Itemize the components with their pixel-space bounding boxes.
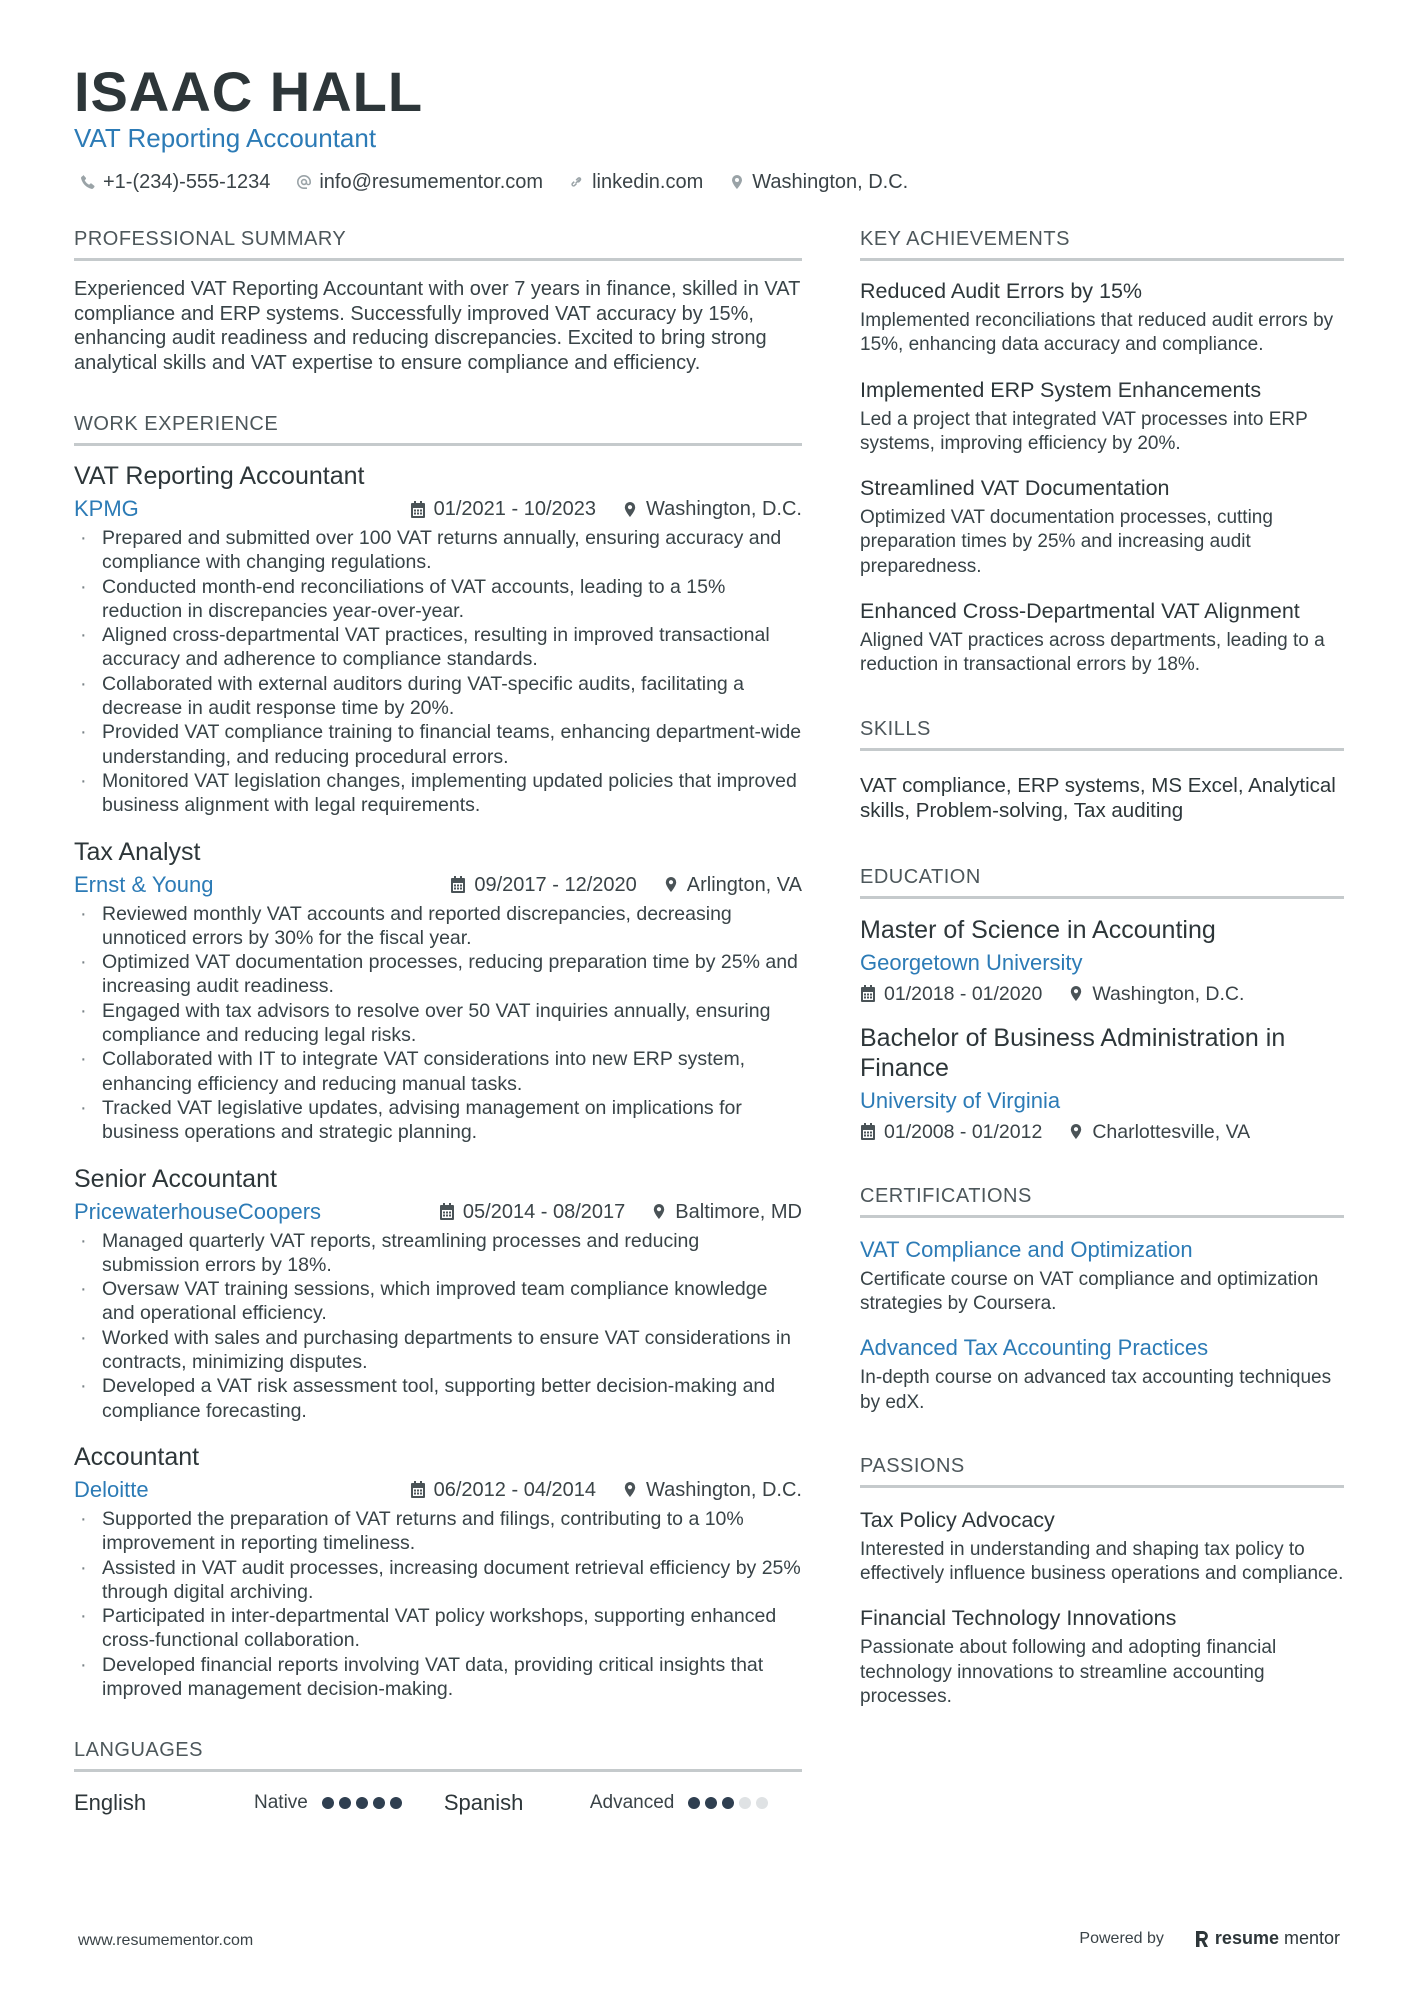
- summary-heading: PROFESSIONAL SUMMARY: [74, 226, 802, 261]
- rating-dot: [722, 1797, 734, 1809]
- calendar-icon: [450, 876, 466, 893]
- passion-desc: Passionate about following and adopting financial technology innovations to streamline accounting processes.: [860, 1637, 1277, 1708]
- passion-item: [860, 1604, 1344, 1709]
- job-dates-text: 06/2012 - 04/2014: [433, 1478, 596, 1501]
- job-bullets: [74, 1229, 802, 1423]
- job-title: Accountant: [74, 1442, 200, 1471]
- education-item: [860, 1023, 1344, 1145]
- job-bullet: · Oversaw VAT training sessions, which improved team compliance knowledge and operational efficiency.: [74, 1277, 802, 1326]
- education-dates-text: 01/2018 - 01/2020: [884, 982, 1043, 1005]
- location-pin-icon: [1068, 1123, 1084, 1140]
- job-location: [663, 870, 802, 900]
- calendar-icon: [860, 985, 876, 1002]
- job-bullet: · Assisted in VAT audit processes, increasing document retrieval efficiency by 25% through digital archiving.: [74, 1556, 802, 1605]
- job-bullet: · Collaborated with external auditors during VAT-specific audits, facilitating a decrease in audit response time by 20%.: [74, 672, 802, 721]
- job-bullet: · Supported the preparation of VAT returns and filings, contributing to a 10% improvement in reporting timeliness.: [74, 1507, 802, 1556]
- job-meta: [74, 1475, 802, 1505]
- job-bullets: [74, 902, 802, 1145]
- location-pin-icon: [651, 1203, 667, 1220]
- achievement-item: [860, 376, 1344, 457]
- summary-text: Experienced VAT Reporting Accountant with over 7 years in finance, skilled in VAT compliance and ERP systems. Successfully improved VAT accuracy by 15%, enhancing audit readiness and reducing discrepancies. Excited to bring strong analytical skills and VAT expertise to ensure compliance and efficiency.: [74, 278, 800, 374]
- company-name: Ernst & Young: [74, 871, 214, 897]
- skills-section: [860, 716, 1344, 824]
- education-dates-text: 01/2008 - 01/2012: [884, 1120, 1043, 1143]
- job-location-text: Washington, D.C.: [646, 498, 802, 520]
- right-column: [860, 226, 1344, 1709]
- education-location-text: Washington, D.C.: [1092, 982, 1245, 1005]
- skills-text: VAT compliance, ERP systems, MS Excel, Analytical skills, Problem-solving, Tax auditing: [860, 773, 1336, 823]
- rating-dot: [339, 1797, 351, 1809]
- job-dates-text: 01/2021 - 10/2023: [433, 498, 596, 520]
- education-degree: Master of Science in Accounting: [860, 915, 1216, 944]
- left-column: [74, 226, 802, 1818]
- brand-bold: resume: [1214, 1928, 1279, 1948]
- job-entry: [74, 1441, 802, 1701]
- calendar-icon: [410, 501, 426, 518]
- job-bullet: · Participated in inter-departmental VAT policy workshops, supporting enhanced cross-functional collaboration.: [74, 1604, 802, 1653]
- phone-text: +1-(234)-555-1234: [103, 171, 271, 193]
- passion-title: Tax Policy Advocacy: [860, 1507, 1055, 1532]
- passion-item: [860, 1506, 1344, 1587]
- rating-dot: [390, 1797, 402, 1809]
- rating-dot: [322, 1797, 334, 1809]
- experience-section: [74, 411, 802, 1701]
- skills-heading: SKILLS: [860, 716, 1344, 751]
- language-list: [74, 1788, 802, 1818]
- achievement-list: [860, 277, 1344, 678]
- job-dates: [450, 870, 636, 900]
- job-bullet: · Optimized VAT documentation processes, reducing preparation time by 25% and increasing audit readiness.: [74, 950, 802, 999]
- language-rating: [688, 1797, 768, 1809]
- contact-phone[interactable]: [80, 168, 270, 196]
- language-name: Spanish: [443, 1790, 524, 1816]
- language-level: Advanced: [589, 1792, 675, 1814]
- rating-dot: [756, 1797, 768, 1809]
- job-bullet: · Prepared and submitted over 100 VAT returns annually, ensuring accuracy and compliance with changing regulations.: [74, 526, 802, 575]
- job-bullet: · Developed a VAT risk assessment tool, supporting better decision-making and compliance forecasting.: [74, 1374, 802, 1423]
- calendar-icon: [439, 1203, 455, 1220]
- certification-desc: In-depth course on advanced tax accounting techniques by edX.: [860, 1367, 1332, 1413]
- passions-section: [860, 1453, 1344, 1709]
- job-dates-text: 05/2014 - 08/2017: [462, 1200, 626, 1223]
- job-bullet: · Aligned cross-departmental VAT practices, resulting in improved transactional accuracy and adherence to compliance standards.: [74, 623, 802, 672]
- achievement-title: Reduced Audit Errors by 15%: [860, 279, 1143, 303]
- achievement-desc: Aligned VAT practices across departments, leading to a reduction in transactional errors by 18%.: [860, 630, 1325, 676]
- education-location: [1068, 1119, 1250, 1145]
- job-bullet: · Conducted month-end reconciliations of VAT accounts, leading to a 15% reduction in discrepancies year-over-year.: [74, 575, 802, 624]
- experience-heading: WORK EXPERIENCE: [74, 411, 802, 446]
- certifications-heading: CERTIFICATIONS: [860, 1183, 1344, 1218]
- certification-title: VAT Compliance and Optimization: [860, 1236, 1193, 1262]
- job-title: Senior Accountant: [74, 1164, 277, 1193]
- rating-dot: [739, 1797, 751, 1809]
- email-text: info@resumementor.com: [319, 171, 544, 193]
- languages-section: [74, 1737, 802, 1818]
- job-meta-right: [450, 870, 802, 900]
- job-location: [622, 1475, 802, 1505]
- achievement-title: Implemented ERP System Enhancements: [860, 377, 1262, 402]
- achievements-section: [860, 226, 1344, 678]
- job-dates: [410, 494, 596, 524]
- job-bullets: [74, 1507, 802, 1701]
- job-location: [622, 494, 802, 524]
- education-location: [1068, 981, 1244, 1007]
- certification-title: Advanced Tax Accounting Practices: [860, 1335, 1209, 1361]
- certification-desc: Certificate course on VAT compliance and optimization strategies by Coursera.: [860, 1268, 1319, 1314]
- candidate-title: VAT Reporting Accountant: [74, 123, 377, 153]
- job-meta: [74, 494, 802, 524]
- passions-heading: PASSIONS: [860, 1453, 1344, 1488]
- job-bullet: · Worked with sales and purchasing departments to ensure VAT considerations in contracts, minimizing disputes.: [74, 1326, 802, 1375]
- education-location-text: Charlottesville, VA: [1092, 1120, 1251, 1143]
- rating-dot: [373, 1797, 385, 1809]
- achievement-desc: Implemented reconciliations that reduced audit errors by 15%, enhancing data accuracy and compliance.: [860, 310, 1334, 356]
- company-name: PricewaterhouseCoopers: [74, 1198, 322, 1224]
- brand-light: mentor: [1283, 1928, 1340, 1948]
- job-dates-text: 09/2017 - 12/2020: [474, 873, 637, 896]
- job-location: [651, 1197, 802, 1227]
- footer-website[interactable]: www.resumementor.com: [78, 1932, 254, 1949]
- contact-email[interactable]: [296, 168, 543, 196]
- languages-heading: LANGUAGES: [74, 1737, 802, 1772]
- linkedin-text: linkedin.com: [592, 171, 704, 193]
- job-dates: [439, 1197, 625, 1227]
- location-pin-icon: [729, 174, 745, 190]
- candidate-name: ISAAC HALL: [74, 60, 424, 123]
- job-bullet: · Engaged with tax advisors to resolve over 50 VAT inquiries annually, ensuring compliance and reducing legal risks.: [74, 999, 802, 1048]
- education-dates: [860, 1119, 1042, 1145]
- education-heading: EDUCATION: [860, 864, 1344, 899]
- calendar-icon: [410, 1481, 426, 1498]
- achievement-title: Streamlined VAT Documentation: [860, 476, 1170, 501]
- certifications-section: [860, 1183, 1344, 1415]
- passion-title: Financial Technology Innovations: [860, 1606, 1177, 1631]
- education-school: University of Virginia: [860, 1087, 1061, 1113]
- job-meta-right: [410, 494, 802, 524]
- location-text: Washington, D.C.: [752, 171, 909, 193]
- rating-dot: [705, 1797, 717, 1809]
- achievement-item: [860, 597, 1344, 678]
- achievements-heading: KEY ACHIEVEMENTS: [860, 226, 1344, 261]
- at-icon: [296, 174, 312, 190]
- location-pin-icon: [1068, 985, 1084, 1002]
- certification-list: [860, 1236, 1344, 1415]
- brand-logo[interactable]: [1194, 1928, 1340, 1949]
- passion-desc: Interested in understanding and shaping tax policy to effectively influence business operations and compliance.: [860, 1538, 1344, 1585]
- job-location-text: Arlington, VA: [686, 873, 802, 896]
- resumementor-logo-icon: [1194, 1930, 1210, 1948]
- job-bullet: · Reviewed monthly VAT accounts and reported discrepancies, decreasing unnoticed errors by 30% for the fiscal year.: [74, 902, 802, 951]
- language-name: English: [74, 1790, 147, 1816]
- location-pin-icon: [622, 501, 638, 518]
- job-dates: [410, 1475, 596, 1505]
- job-entry: [74, 1163, 802, 1423]
- phone-icon: [80, 174, 96, 190]
- location-pin-icon: [663, 876, 679, 893]
- job-meta-right: [410, 1475, 802, 1505]
- achievement-desc: Optimized VAT documentation processes, cutting preparation times by 25% and increasing audit preparedness.: [860, 507, 1273, 577]
- certification-item: [860, 1236, 1344, 1317]
- location-pin-icon: [622, 1481, 638, 1498]
- passion-list: [860, 1506, 1344, 1709]
- job-bullets: [74, 526, 802, 818]
- powered-by-text: Powered by: [1079, 1929, 1164, 1947]
- job-entry: [74, 460, 802, 818]
- education-item: [860, 915, 1344, 1007]
- job-bullet: · Monitored VAT legislation changes, implementing updated policies that improved business alignment with legal requirements.: [74, 769, 802, 818]
- job-meta-right: [439, 1197, 802, 1227]
- language-rating: [322, 1797, 402, 1809]
- education-section: [860, 864, 1344, 1145]
- company-name: Deloitte: [74, 1476, 149, 1502]
- job-location-text: Washington, D.C.: [646, 1478, 802, 1501]
- job-meta: [74, 870, 802, 900]
- job-title: Tax Analyst: [74, 837, 201, 866]
- education-meta: [860, 1119, 1344, 1145]
- rating-dot: [688, 1797, 700, 1809]
- achievement-item: [860, 277, 1344, 358]
- summary-section: [74, 226, 802, 375]
- link-icon: [569, 174, 585, 190]
- calendar-icon: [860, 1123, 876, 1140]
- achievement-title: Enhanced Cross-Departmental VAT Alignment: [860, 599, 1300, 624]
- job-meta: [74, 1197, 802, 1227]
- education-dates: [860, 981, 1042, 1007]
- language-level: Native: [254, 1792, 308, 1814]
- job-location-text: Baltimore, MD: [675, 1200, 802, 1223]
- job-entry: [74, 836, 802, 1145]
- footer-brand: [1079, 1928, 1340, 1949]
- job-bullet: · Provided VAT compliance training to financial teams, enhancing department-wide understanding, and reducing procedural errors.: [74, 720, 802, 769]
- job-bullet: · Collaborated with IT to integrate VAT considerations into new ERP system, enhancing efficiency and reducing manual tasks.: [74, 1047, 802, 1096]
- contact-location: [729, 168, 908, 196]
- job-bullet: · Tracked VAT legislative updates, advising management on implications for business operations and strategic planning.: [74, 1096, 802, 1145]
- company-name: KPMG: [74, 496, 139, 521]
- job-title: VAT Reporting Accountant: [74, 462, 365, 490]
- education-degree: Bachelor of Business Administration in Finance: [860, 1023, 1286, 1082]
- achievement-item: [860, 474, 1344, 579]
- job-bullet: · Managed quarterly VAT reports, streamlining processes and reducing submission errors by 18%.: [74, 1229, 802, 1278]
- achievement-desc: Led a project that integrated VAT processes into ERP systems, improving efficiency by 20%.: [860, 408, 1308, 454]
- education-list: [860, 915, 1344, 1145]
- contact-linkedin[interactable]: [569, 168, 703, 196]
- contact-bar: [80, 168, 908, 196]
- job-bullet: · Developed financial reports involving VAT data, providing critical insights that improved management decision-making.: [74, 1653, 802, 1702]
- education-school: Georgetown University: [860, 949, 1083, 975]
- rating-dot: [356, 1797, 368, 1809]
- education-meta: [860, 981, 1344, 1007]
- job-list: [74, 460, 802, 1701]
- certification-item: [860, 1334, 1344, 1415]
